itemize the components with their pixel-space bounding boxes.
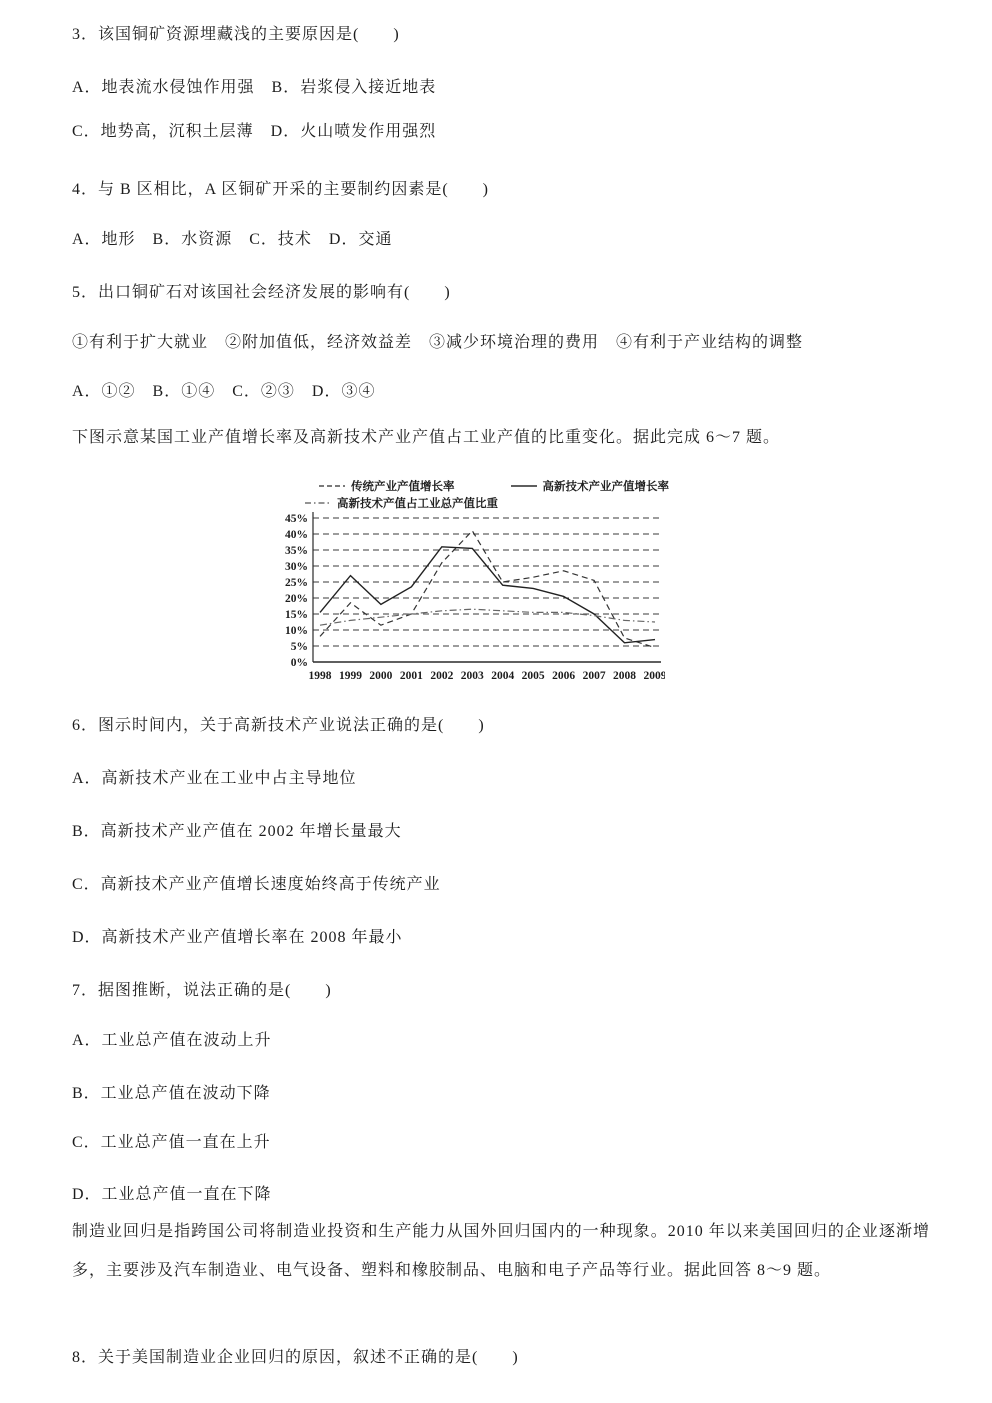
question-6-option-a: A．高新技术产业在工业中占主导地位 bbox=[72, 770, 357, 787]
svg-text:15%: 15% bbox=[285, 609, 308, 621]
svg-text:2000: 2000 bbox=[369, 670, 393, 682]
question-7-option-d: D．工业总产值一直在下降 bbox=[72, 1186, 272, 1203]
question-4-options: A．地形 B．水资源 C．技术 D．交通 bbox=[72, 231, 393, 248]
legend-item-hightech-share bbox=[305, 495, 498, 511]
svg-text:2002: 2002 bbox=[430, 670, 454, 682]
question-6-option-d: D．高新技术产业产值增长率在 2008 年最小 bbox=[72, 929, 403, 946]
svg-text:10%: 10% bbox=[285, 625, 308, 637]
legend-label: 传统产业产值增长率 bbox=[351, 480, 455, 493]
question-6-option-b: B．高新技术产业产值在 2002 年增长量最大 bbox=[72, 823, 402, 840]
question-5-options: A．①② B．①④ C．②③ D．③④ bbox=[72, 383, 376, 400]
svg-text:30%: 30% bbox=[285, 561, 308, 573]
question-7-option-a: A．工业总产值在波动上升 bbox=[72, 1032, 272, 1049]
svg-text:2009: 2009 bbox=[643, 670, 665, 682]
svg-text:5%: 5% bbox=[290, 641, 308, 653]
dashed-line-icon bbox=[319, 483, 345, 489]
svg-text:2004: 2004 bbox=[491, 670, 515, 682]
question-3-options-cd: C．地势高，沉积土层薄 D．火山喷发作用强烈 bbox=[72, 123, 437, 140]
chart-intro-text: 下图示意某国工业产值增长率及高新技术产业产值占工业产值的比重变化。据此完成 6～7 题。 bbox=[72, 429, 781, 446]
question-7-option-b: B．工业总产值在波动下降 bbox=[72, 1085, 271, 1102]
svg-text:0%: 0% bbox=[290, 657, 308, 669]
svg-text:35%: 35% bbox=[285, 545, 308, 557]
reshoring-passage: 制造业回归是指跨国公司将制造业投资和生产能力从国外回归国内的一种现象。2010 年以来美国回归的企业逐渐增多，主要涉及汽车制造业、电气设备、塑料和橡胶制品、电脑和电子产品等行业。据此回答 8～9 题。 bbox=[72, 1223, 930, 1279]
question-5-items: ①有利于扩大就业 ②附加值低，经济效益差 ③减少环境治理的费用 ④有利于产业结构的调整 bbox=[72, 334, 804, 351]
legend-label: 高新技术产值占工业总产值比重 bbox=[337, 497, 498, 510]
question-4-stem: 4．与 B 区相比，A 区铜矿开采的主要制约因素是( ) bbox=[72, 181, 490, 198]
solid-line-icon bbox=[511, 483, 537, 489]
question-6-option-c: C．高新技术产业产值增长速度始终高于传统产业 bbox=[72, 876, 441, 893]
svg-text:2001: 2001 bbox=[399, 670, 423, 682]
svg-text:45%: 45% bbox=[285, 513, 308, 525]
chart-legend bbox=[283, 477, 675, 511]
industry-output-chart bbox=[283, 477, 675, 692]
svg-text:2003: 2003 bbox=[460, 670, 484, 682]
svg-text:2006: 2006 bbox=[552, 670, 576, 682]
question-3-stem: 3．该国铜矿资源埋藏浅的主要原因是( ) bbox=[72, 26, 400, 43]
line-chart-plot bbox=[283, 511, 665, 687]
svg-text:20%: 20% bbox=[285, 593, 308, 605]
svg-text:2007: 2007 bbox=[582, 670, 606, 682]
svg-text:2008: 2008 bbox=[613, 670, 637, 682]
legend-item-hightech-growth bbox=[511, 478, 670, 494]
question-5-stem: 5．出口铜矿石对该国社会经济发展的影响有( ) bbox=[72, 284, 451, 301]
svg-text:25%: 25% bbox=[285, 577, 308, 589]
question-3-options-ab: A．地表流水侵蚀作用强 B．岩浆侵入接近地表 bbox=[72, 79, 437, 96]
legend-item-traditional-growth bbox=[319, 478, 455, 494]
legend-label: 高新技术产业产值增长率 bbox=[542, 480, 669, 493]
svg-text:2005: 2005 bbox=[521, 670, 545, 682]
svg-text:1998: 1998 bbox=[308, 670, 332, 682]
question-8-stem: 8．关于美国制造业企业回归的原因，叙述不正确的是( ) bbox=[72, 1349, 519, 1366]
question-7-stem: 7．据图推断，说法正确的是( ) bbox=[72, 982, 332, 999]
svg-text:1999: 1999 bbox=[338, 670, 362, 682]
question-6-stem: 6．图示时间内，关于高新技术产业说法正确的是( ) bbox=[72, 717, 485, 734]
dashdot-line-icon bbox=[305, 500, 331, 506]
svg-text:40%: 40% bbox=[285, 529, 308, 541]
question-7-option-c: C．工业总产值一直在上升 bbox=[72, 1134, 271, 1151]
